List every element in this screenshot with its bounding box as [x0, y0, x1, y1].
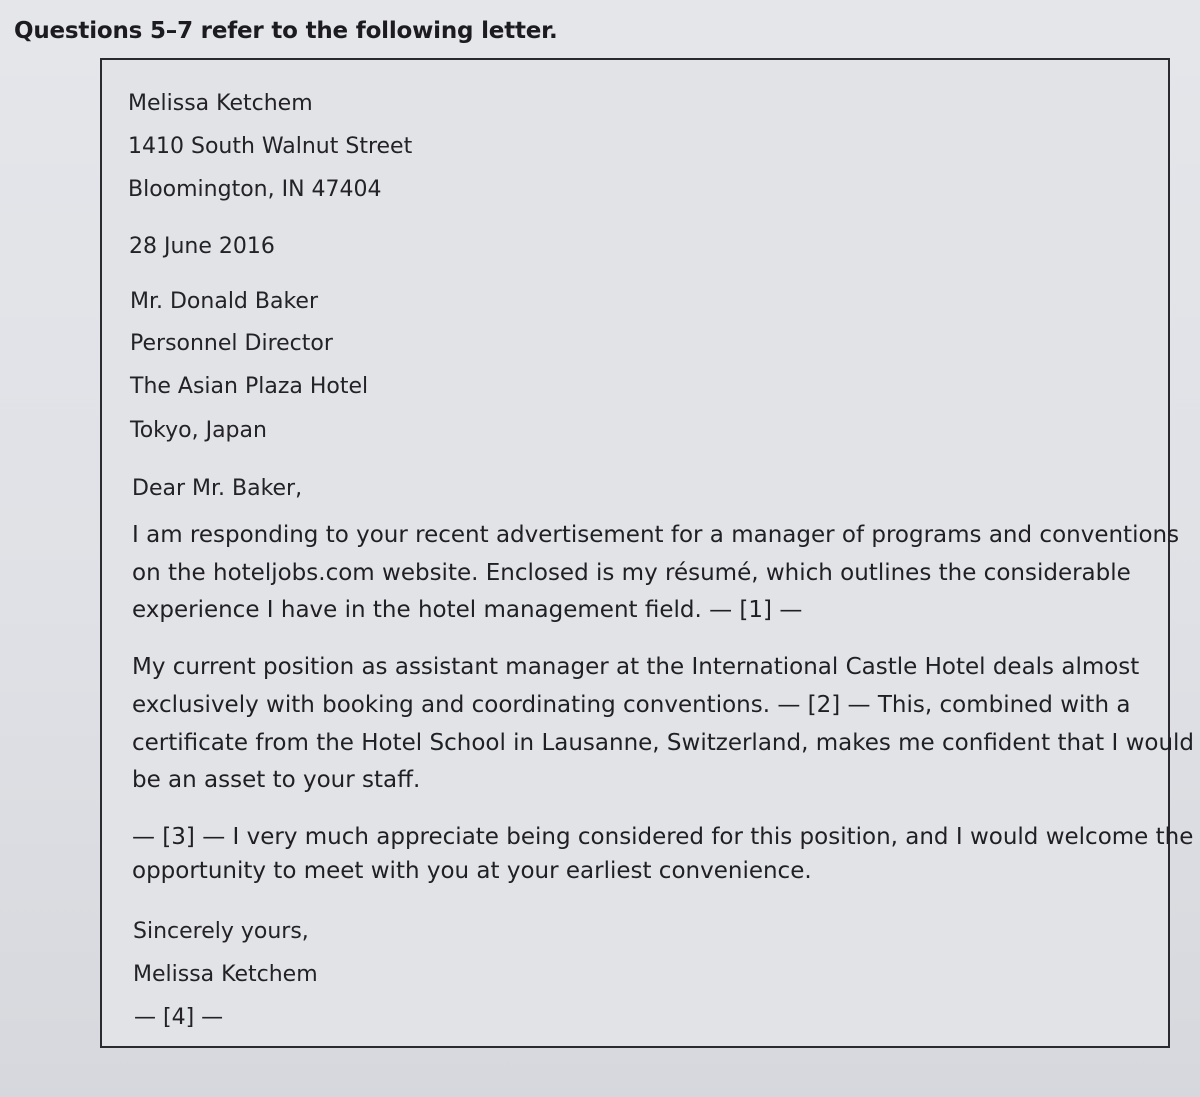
paragraph-1-line-3: experience I have in the hotel management field. — [1] — — [132, 597, 803, 623]
paragraph-1-line-1: I am responding to your recent advertisement for a manager of programs and conventions — [132, 522, 1180, 548]
question-heading: Questions 5–7 refer to the following letter. — [14, 18, 558, 44]
signature: Melissa Ketchem — [133, 962, 318, 987]
letter-box — [100, 58, 1195, 1048]
sender-name: Melissa Ketchem — [128, 91, 313, 116]
paragraph-2-line-4: be an asset to your staff. — [132, 767, 421, 793]
paragraph-2-line-3: certificate from the Hotel School in Lausanne, Switzerland, makes me confident that I would — [132, 730, 1195, 756]
recipient-company: The Asian Plaza Hotel — [130, 374, 369, 399]
paragraph-1-line-2: on the hoteljobs.com website. Enclosed is my résumé, which outlines the considerable — [132, 560, 1131, 586]
salutation: Dear Mr. Baker, — [132, 476, 303, 501]
paragraph-2-line-2: exclusively with booking and coordinating conventions. — [2] — This, combined with a — [132, 692, 1131, 718]
sender-city: Bloomington, IN 47404 — [128, 177, 382, 202]
sender-street: 1410 South Walnut Street — [128, 134, 413, 159]
closing: Sincerely yours, — [133, 919, 309, 944]
recipient-location: Tokyo, Japan — [130, 418, 267, 443]
end-marker: — [4] — — [134, 1005, 224, 1030]
letter-date: 28 June 2016 — [129, 234, 275, 259]
paragraph-3-line-2: opportunity to meet with you at your earliest convenience. — [132, 858, 812, 884]
recipient-title: Personnel Director — [130, 331, 333, 356]
paragraph-2-line-1: My current position as assistant manager at the International Castle Hotel deals almost — [132, 654, 1140, 680]
recipient-name: Mr. Donald Baker — [130, 289, 318, 314]
paragraph-3-line-1: — [3] — I very much appreciate being considered for this position, and I would welcome the — [132, 824, 1194, 850]
